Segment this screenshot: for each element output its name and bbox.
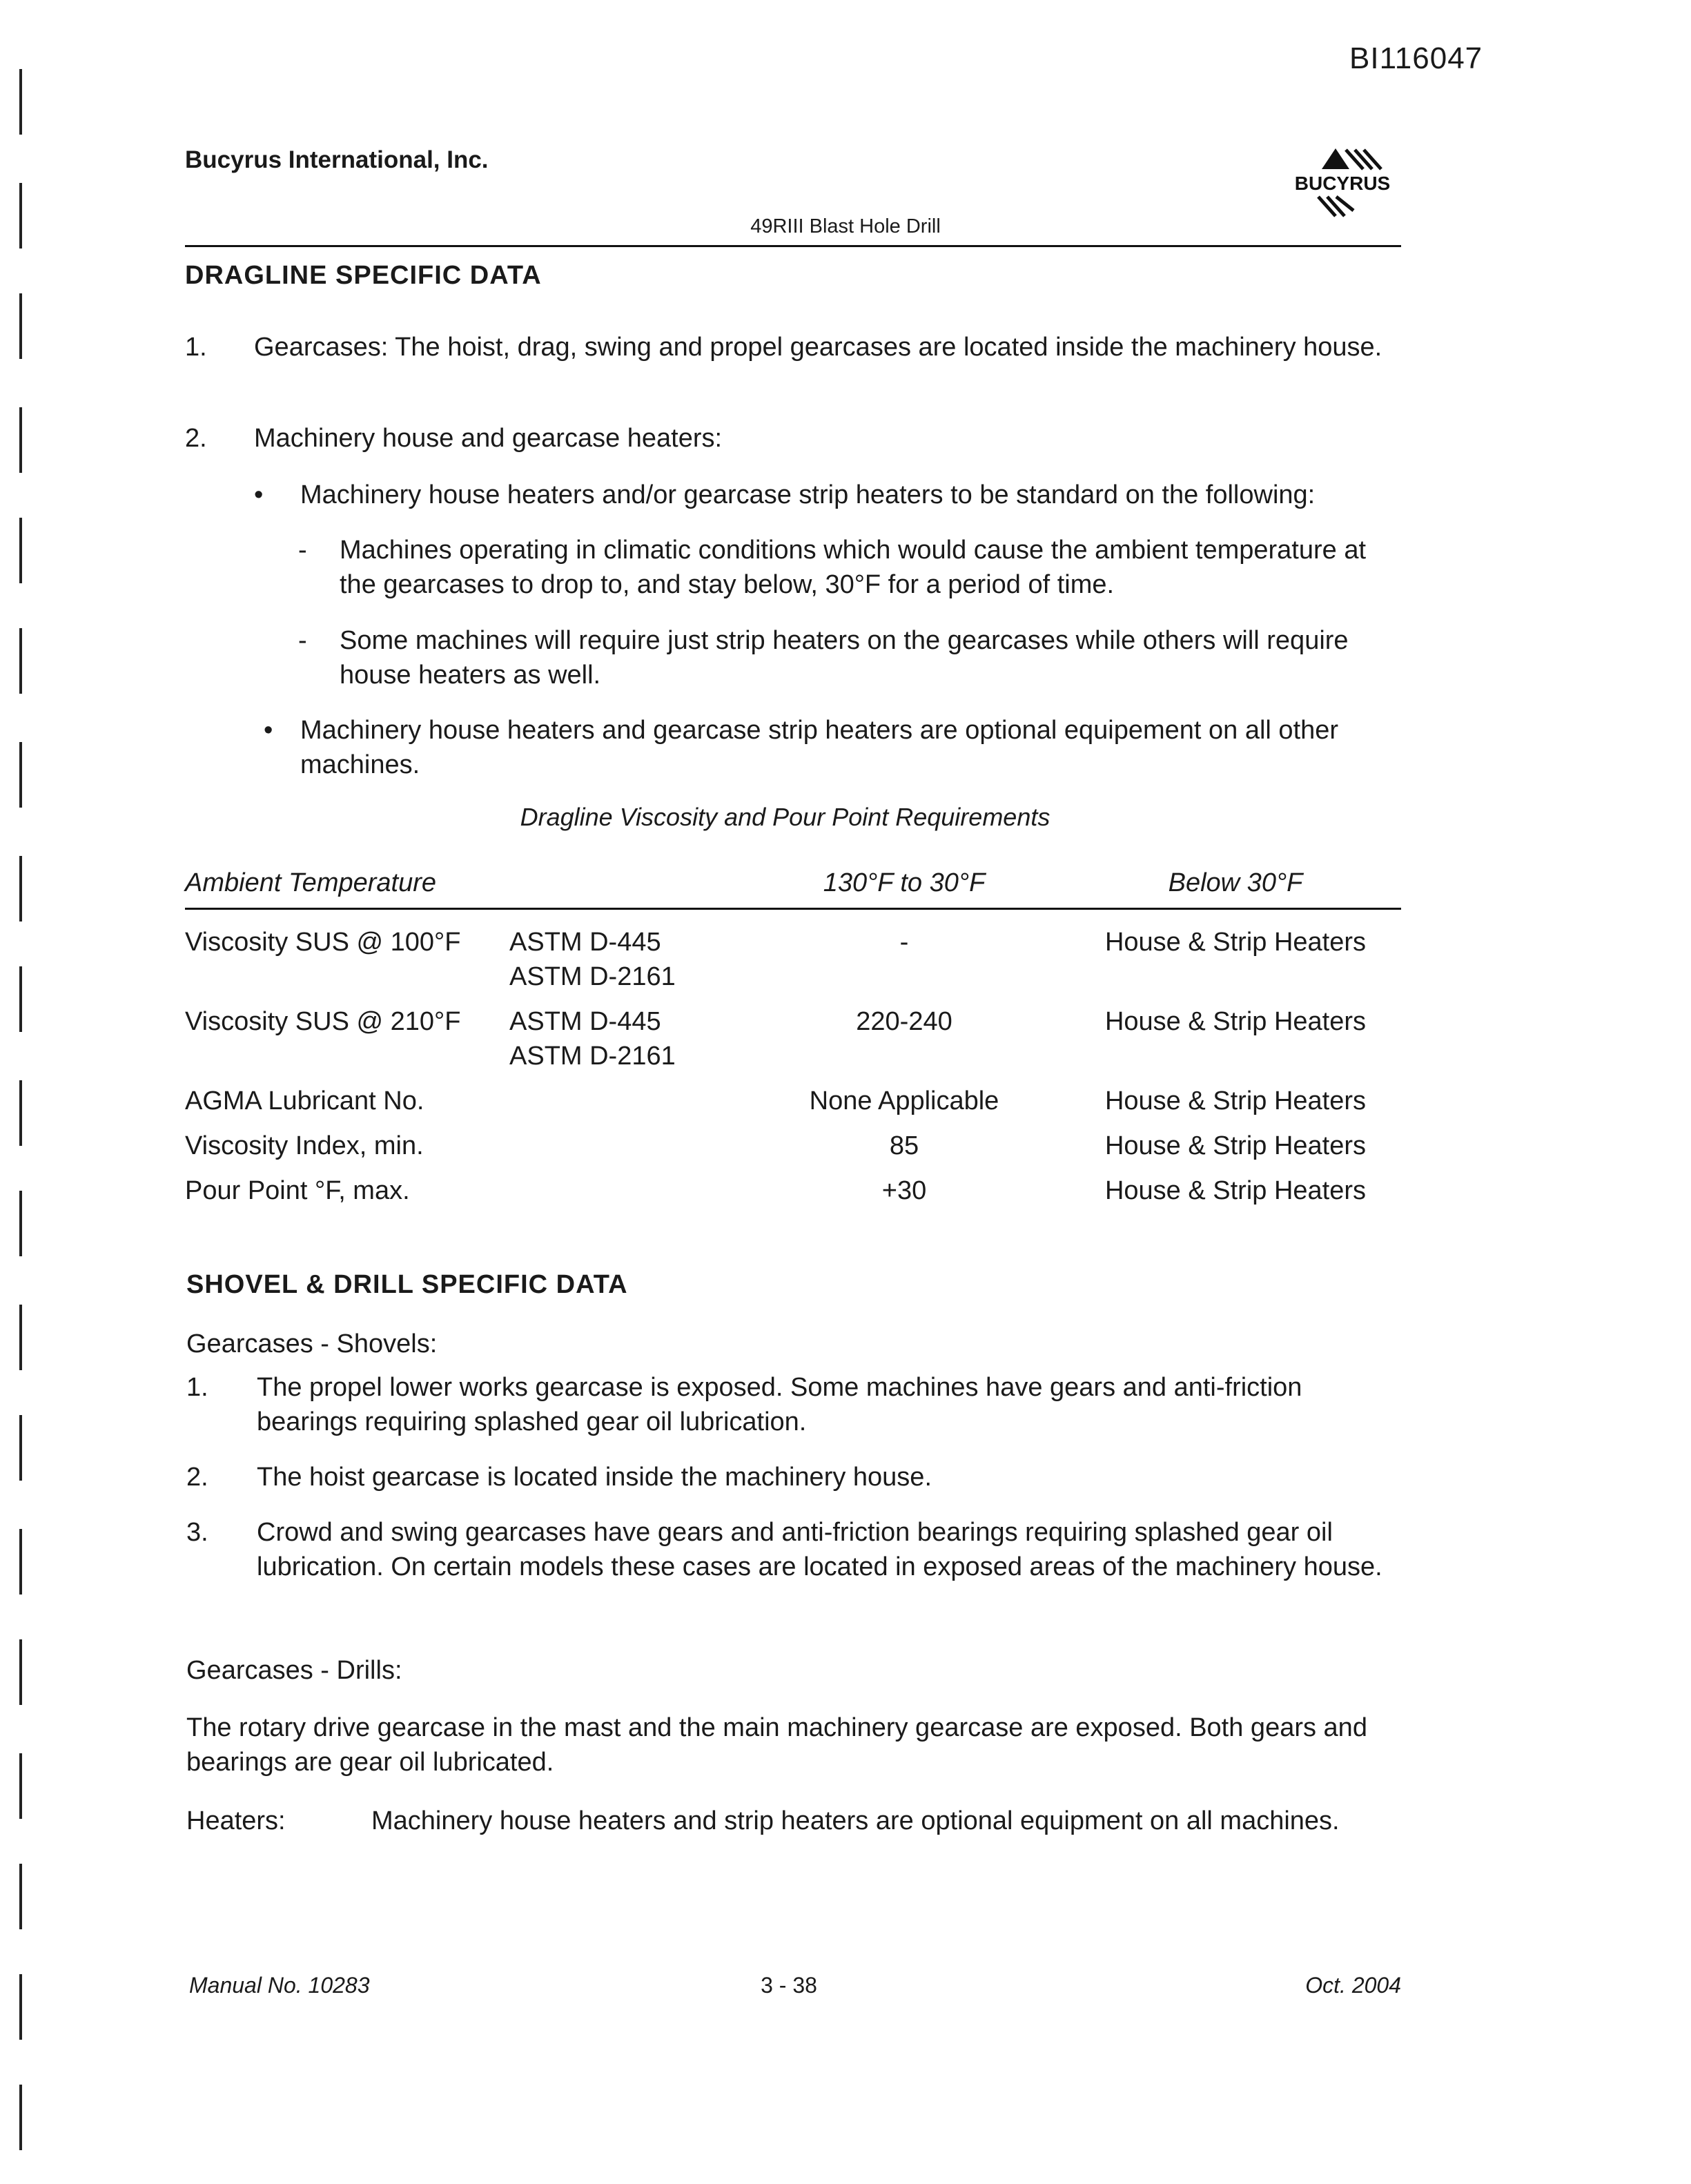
shovel-item-1-number: 1.	[186, 1373, 208, 1402]
binding-mark	[19, 742, 22, 808]
binding-mark	[19, 628, 22, 694]
shovel-item-2-text: The hoist gearcase is located inside the machinery house.	[257, 1463, 932, 1492]
document-subtitle: 49RIII Blast Hole Drill	[750, 215, 941, 237]
binding-mark	[19, 1639, 22, 1705]
shovels-subheading: Gearcases - Shovels:	[186, 1329, 438, 1358]
table-header-below: Below 30°F	[1168, 868, 1303, 897]
table-row-below-value: House & Strip Heaters	[1104, 928, 1367, 957]
binding-mark	[19, 1864, 22, 1929]
table-row-range-value: -	[899, 928, 909, 957]
bullet-mark: •	[254, 480, 264, 509]
company-name: Bucyrus International, Inc.	[185, 146, 489, 173]
table-row-range-value: 85	[889, 1131, 919, 1160]
table-row-label: Viscosity SUS @ 210°F	[185, 1007, 461, 1036]
binding-mark	[19, 2085, 22, 2150]
table-caption: Dragline Viscosity and Pour Point Requirements	[520, 803, 1050, 831]
heaters-text: Machinery house heaters and strip heaters are optional equipment on all machines.	[371, 1806, 1340, 1835]
table-row-label: AGMA Lubricant No.	[185, 1086, 424, 1115]
logo-text: BUCYRUS	[1294, 173, 1391, 194]
shovel-item-1-text: The propel lower works gearcase is exposed. Some machines have gears and anti-friction bearings requiring splashed gear oil lubrication.	[257, 1373, 1302, 1436]
binding-mark	[19, 856, 22, 922]
dragline-dash-1: Machines operating in climatic conditions which would cause the ambient temperature at the gearcases to drop to, and stay below, 30°F for a period of time.	[340, 536, 1367, 599]
table-row-range-value: +30	[881, 1176, 927, 1205]
table-row-range-value: 220-240	[856, 1007, 952, 1036]
table-header-rule	[185, 908, 1401, 910]
table-row-range-value: None Applicable	[809, 1086, 999, 1115]
dragline-item-1-number: 1.	[185, 333, 207, 362]
binding-mark	[19, 1080, 22, 1146]
binding-mark	[19, 1415, 22, 1481]
table-header-range: 130°F to 30°F	[823, 868, 986, 897]
header-rule	[185, 245, 1401, 247]
binding-mark	[19, 1529, 22, 1595]
dragline-item-2-text: Machinery house and gearcase heaters:	[254, 424, 723, 453]
dash-mark: -	[298, 536, 307, 565]
document-date: Oct. 2004	[1305, 1973, 1401, 1998]
page-number: 3 - 38	[761, 1973, 817, 1998]
binding-mark	[19, 69, 22, 135]
shovel-item-2-number: 2.	[186, 1463, 208, 1492]
shovel-item-3-text: Crowd and swing gearcases have gears and anti-friction bearings requiring splashed gear oil lubrication. On certain models these cases are located in exposed areas of the machinery house.	[257, 1518, 1382, 1581]
binding-mark	[19, 293, 22, 359]
heaters-label: Heaters:	[186, 1806, 286, 1835]
table-row-standard: ASTM D-2161	[509, 962, 676, 991]
drills-text: The rotary drive gearcase in the mast and the main machinery gearcase are exposed. Both gears and bearings are gear oil lubricated.	[186, 1713, 1367, 1777]
dash-mark: -	[298, 626, 307, 655]
manual-number: Manual No. 10283	[189, 1973, 370, 1998]
binding-mark	[19, 1753, 22, 1819]
table-row-label: Pour Point °F, max.	[185, 1176, 410, 1205]
binding-mark	[19, 1305, 22, 1370]
table-row-below-value: House & Strip Heaters	[1104, 1131, 1367, 1160]
table-row-standard: ASTM D-445	[509, 1007, 661, 1036]
table-row-below-value: House & Strip Heaters	[1104, 1176, 1367, 1205]
shovel-item-3-number: 3.	[186, 1518, 208, 1547]
binding-mark	[19, 966, 22, 1032]
binding-mark	[19, 407, 22, 473]
bucyrus-logo	[1280, 142, 1405, 224]
table-row-label: Viscosity Index, min.	[185, 1131, 424, 1160]
bullet-mark: •	[264, 716, 273, 745]
table-row-below-value: House & Strip Heaters	[1104, 1086, 1367, 1115]
shovel-drill-heading: SHOVEL & DRILL SPECIFIC DATA	[186, 1270, 628, 1299]
dragline-heading: DRAGLINE SPECIFIC DATA	[185, 261, 542, 290]
document-id: BI116047	[1349, 41, 1483, 75]
dragline-dash-2: Some machines will require just strip heaters on the gearcases while others will require house heaters as well.	[340, 626, 1349, 690]
dragline-item-2-number: 2.	[185, 424, 207, 453]
table-row-standard: ASTM D-445	[509, 928, 661, 957]
table-row-standard: ASTM D-2161	[509, 1042, 676, 1071]
binding-mark	[19, 1191, 22, 1256]
table-row-below-value: House & Strip Heaters	[1104, 1007, 1367, 1036]
table-header-ambient: Ambient Temperature	[185, 868, 437, 897]
binding-mark	[19, 1974, 22, 2040]
dragline-item-1-text: Gearcases: The hoist, drag, swing and propel gearcases are located inside the machinery house.	[254, 333, 1382, 362]
drills-subheading: Gearcases - Drills:	[186, 1656, 402, 1685]
dragline-bullet-1: Machinery house heaters and/or gearcase strip heaters to be standard on the following:	[300, 480, 1316, 509]
binding-mark	[19, 518, 22, 583]
table-row-label: Viscosity SUS @ 100°F	[185, 928, 461, 957]
dragline-bullet-2: Machinery house heaters and gearcase strip heaters are optional equipement on all other machines.	[300, 716, 1339, 779]
